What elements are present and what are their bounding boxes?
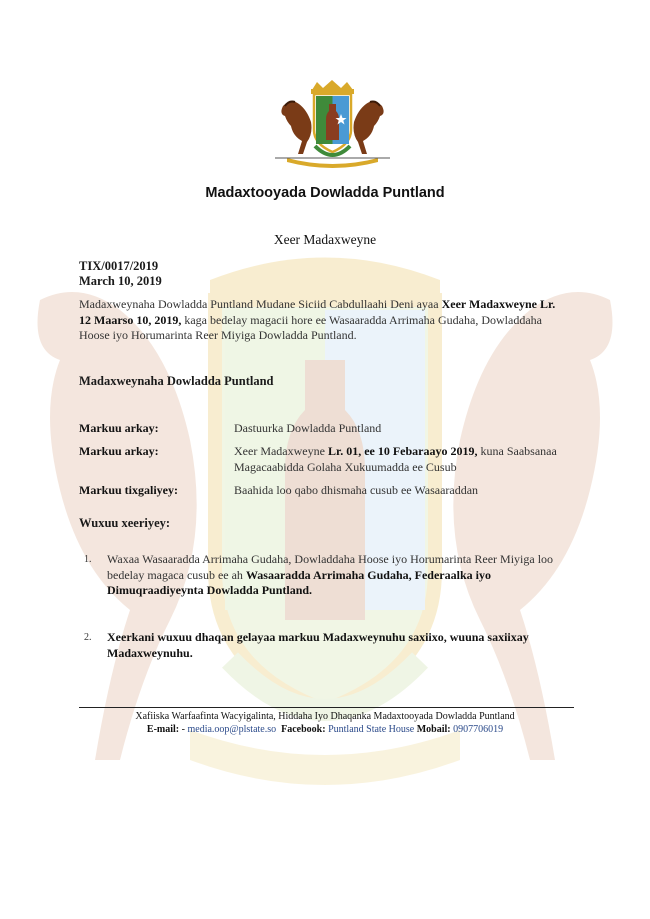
decree-number: TIX/0017/2019: [79, 259, 159, 273]
facebook-label: Facebook:: [281, 724, 326, 735]
consideration-label: Markuu arkay:: [79, 421, 159, 435]
intro-text: Madaxweynaha Dowladda Puntland Mudane Siciid Cabdullaahi Deni ayaa: [79, 297, 442, 311]
president-heading: Madaxweynaha Dowladda Puntland: [79, 374, 274, 388]
item-text: Waxaa Wasaaradda Arrimaha Gudaha, Dowladdaha Hoose iyo Horumarinta Reer Miyiga loo bedelay magaca cusub ee ah Wasaaradda Arrimaha Gudaha, Federaalka iyo Dimuqraadiyeynta Dowladda Puntland.: [107, 552, 554, 597]
decree-title: Xeer Madaxweyne: [273, 232, 377, 247]
consideration-value: Dastuurka Dowladda Puntland: [234, 421, 382, 435]
decides-heading: Wuxuu xeeriyey:: [79, 516, 171, 530]
item-number: 2.: [84, 632, 92, 643]
facebook-link[interactable]: Puntland State House: [328, 724, 415, 735]
consideration-value: Xeer Madaxweyne Lr. 01, ee 10 Febaraayo 2019, kuna Saabsanaa Magacaabidda Golaha Xukuumadda ee Cusub: [234, 444, 557, 474]
intro-decree-reference: Xeer Madaxweyne Lr. 12 Maarso 10, 2019,: [79, 297, 556, 327]
organization-title: Madaxtooyada Dowladda Puntland: [205, 185, 445, 201]
consideration-label: Markuu arkay:: [79, 444, 159, 458]
footer-office: Xafiiska Warfaafinta Wacyigalinta, Hiddaha Iyo Dhaqanka Madaxtooyada Dowladda Puntland: [135, 711, 515, 722]
footer-contacts: E-mail: - media.oop@plstate.so Facebook: Puntland State House Mobail: 0907706019: [146, 724, 504, 735]
email-link[interactable]: media.oop@plstate.so: [187, 724, 277, 735]
consideration-label: Markuu tixgaliyey:: [79, 483, 178, 497]
footer-divider: [79, 707, 574, 708]
reference-block: [79, 259, 162, 289]
mobile-label: Mobail:: [416, 724, 451, 735]
decree-date: March 10, 2019: [79, 274, 162, 288]
email-label: E-mail:: [146, 724, 180, 735]
intro-text-continued: kaga bedelay magacii hore ee Wasaaradda Arrimaha Gudaha, Dowladdaha Hoose iyo Horumarinta Reer Miyiga Dowladda Puntland.: [79, 312, 542, 342]
puntland-coat-of-arms-icon: [265, 78, 400, 173]
mobile-number: 0907706019: [453, 724, 504, 735]
intro-paragraph: [79, 297, 569, 344]
item-text: Xeerkani wuxuu dhaqan gelayaa markuu Madaxweynuhu saxiixo, wuuna saxiixay Madaxweynuhu.: [107, 630, 529, 660]
consideration-value: Baahida loo qabo dhismaha cusub ee Wasaaraddan: [234, 483, 479, 497]
item-number: 1.: [84, 554, 92, 565]
